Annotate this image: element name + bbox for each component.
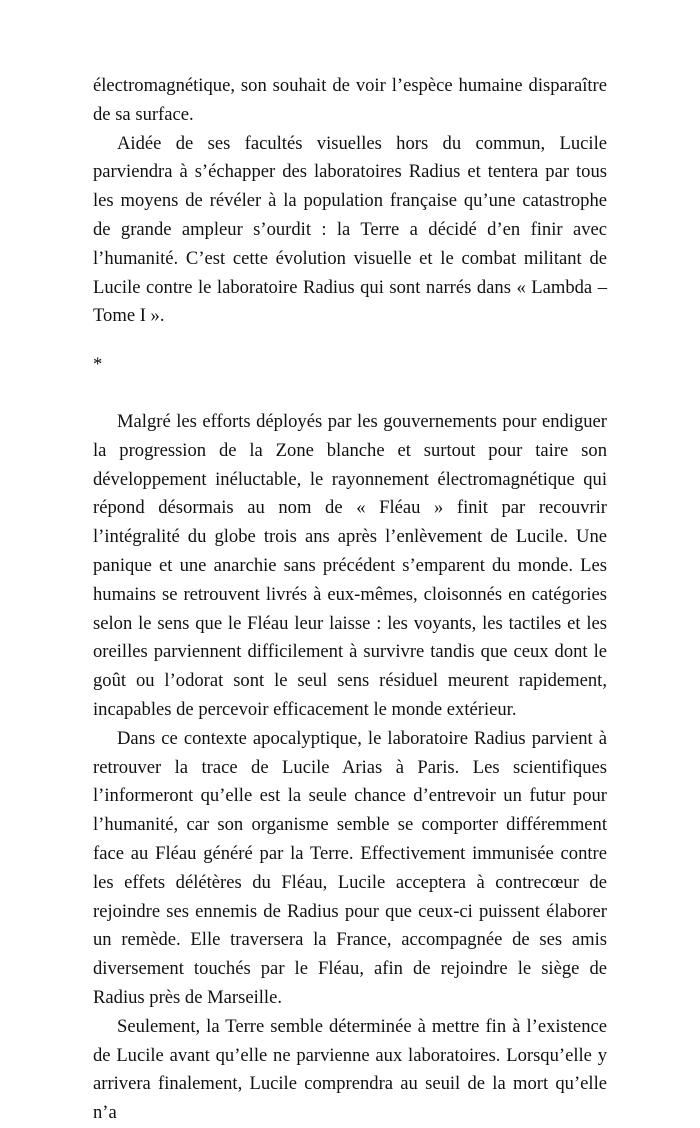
paragraph-earth-determined: Seulement, la Terre semble déterminée à mettre fin à l’existence de Lucile avant qu’elle ne parvienne aux laboratoires. Lorsqu’elle y arrivera finalement, Lucile comprendra au seuil de la mort qu’elle n’a bbox=[93, 1015, 607, 1124]
paragraph-lucile-escape: Aidée de ses facultés visuelles hors du commun, Lucile parviendra à s’échapper des laboratoires Radius et tentera par tous les moyens de révéler à la population française qu’une catastrophe de grande ampleur s’ourdit : la Terre a décidé d’en finir avec l’humanité. C’est cette évolution visuelle et le combat militant de Lucile contre le laboratoire Radius qui sont narrés dans « Lambda – Tome I ». bbox=[93, 132, 607, 327]
document-page bbox=[93, 72, 607, 1128]
paragraph-fleau: Malgré les efforts déployés par les gouvernements pour endiguer la progression de la Zone blanche et surtout pour taire son développement inéluctable, le rayonnement électromagnétique qui répond désormais au nom de « Fléau » finit par recouvrir l’intégralité du globe trois ans après l’enlèvement de Lucile. Une panique et une anarchie sans précédent s’emparent du monde. Les humains se retrouvent livrés à eux-mêmes, cloisonnés en catégories selon le sens que le Fléau leur laisse : les voyants, les tactiles et les oreilles parviennent difficilement à survivre tandis que ceux dont le goût ou l’odorat sont le seul sens résiduel meurent rapidement, incapables de percevoir efficacement le monde extérieur. bbox=[93, 410, 607, 720]
paragraph-continuation: électromagnétique, son souhait de voir l’espèce humaine disparaître de sa surface. bbox=[93, 75, 607, 125]
paragraph-radius-paris: Dans ce contexte apocalyptique, le laboratoire Radius parvient à retrouver la trace de Lucile Arias à Paris. Les scientifiques l’informeront qu’elle est la seule chance d’entrevoir un futur pour l’humanité, car son organisme semble se comporter différemment face au Fléau généré par la Terre. Effectivement immunisée contre les effets délétères du Fléau, Lucile acceptera à contrecœur de rejoindre ses ennemis de Radius pour que ceux-ci puissent élaborer un remède. Elle traversera la France, accompagnée de ses amis diversement touchés par le Fléau, afin de rejoindre le siège de Radius près de Marseille. bbox=[93, 727, 607, 1008]
section-separator: * bbox=[93, 354, 103, 376]
